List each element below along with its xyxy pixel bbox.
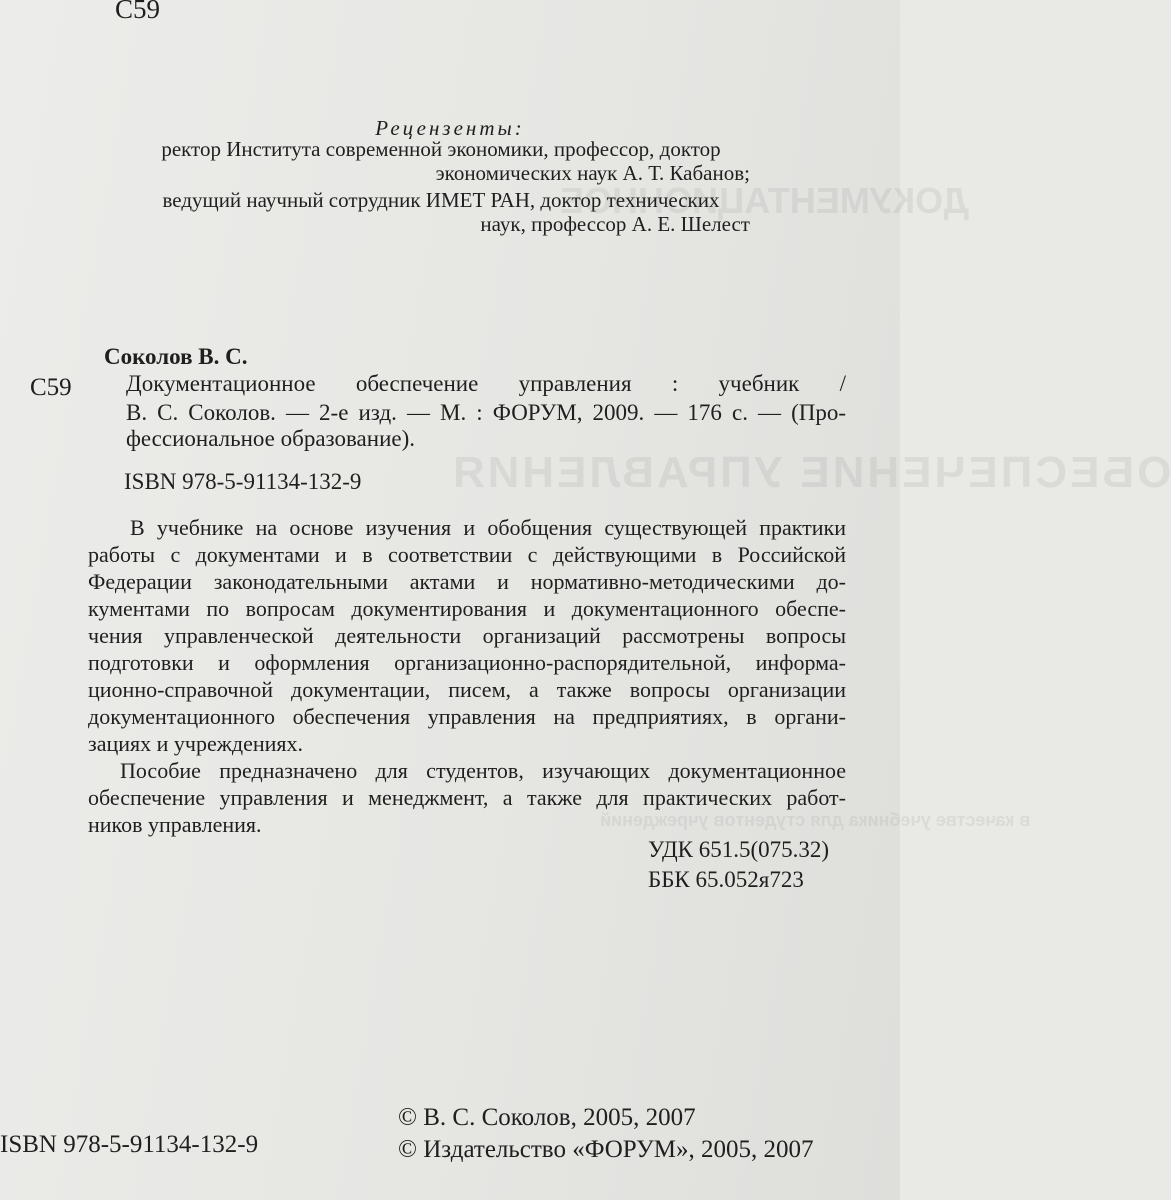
isbn: ISBN 978-5-91134-132-9 bbox=[124, 469, 362, 494]
author-heading: Соколов В. С. bbox=[104, 344, 248, 369]
annotation-line: зациях и учреждениях. bbox=[88, 731, 304, 756]
show-through-text: в качестве учебника для студентов учреждений bbox=[600, 810, 1031, 830]
reviewer-line: ведущий научный сотрудник ИМЕТ РАН, доктор технических bbox=[162, 188, 720, 212]
copyright-publisher: © Издательство «ФОРУМ», 2005, 2007 bbox=[398, 1136, 814, 1163]
isbn-bottom: ISBN 978-5-91134-132-9 bbox=[0, 1131, 259, 1158]
bibliographic-line: В. С. Соколов. — 2-е изд. — М. : ФОРУМ, 2009. — 176 с. — (Про- bbox=[126, 400, 846, 425]
bbk-code: ББК 65.052я723 bbox=[648, 867, 804, 892]
reviewer-line: наук, профессор А. Е. Шелест bbox=[480, 212, 750, 236]
annotation-line: чения управленческой деятельности организаций рассмотрены вопросы bbox=[88, 623, 846, 648]
bibliographic-line: Документационное обеспечение управления : учебник / bbox=[126, 371, 846, 396]
annotation-line: документационного обеспечения управления на предприятиях, в органи- bbox=[88, 704, 846, 729]
annotation-line: ционно-справочной документации, писем, а также вопросы организации bbox=[88, 677, 846, 702]
annotation-line: подготовки и оформления организационно-распорядительной, информа- bbox=[88, 650, 846, 675]
library-code: С59 bbox=[30, 374, 72, 401]
show-through-text: ДОКУМЕНТАЦИОННОЕ bbox=[560, 180, 969, 221]
annotation-line: ников управления. bbox=[88, 812, 262, 837]
reviewers-title: Рецензенты: bbox=[375, 116, 525, 140]
bibliographic-line: фессиональное образование). bbox=[126, 426, 416, 451]
reviewer-line: экономических наук А. Т. Кабанов; bbox=[435, 161, 750, 185]
copyright-author: © В. С. Соколов, 2005, 2007 bbox=[398, 1104, 696, 1131]
annotation-line: Пособие предназначено для студентов, изучающих документационное bbox=[120, 758, 846, 783]
annotation-line: кументами по вопросам документирования и документационного обеспе- bbox=[88, 596, 846, 621]
udk-code: УДК 651.5(075.32) bbox=[648, 837, 830, 862]
annotation-line: работы с документами и в соответствии с действующими в Российской bbox=[88, 542, 846, 567]
library-code-top: С59 bbox=[115, 0, 161, 24]
annotation-line: В учебнике на основе изучения и обобщения существующей практики bbox=[130, 515, 846, 540]
show-through-text: ОБЕСПЕЧЕНИЕ УПРАВЛЕНИЯ bbox=[450, 448, 1171, 497]
reviewer-line: ректор Института современной экономики, профессор, доктор bbox=[161, 137, 721, 161]
annotation-line: Федерации законодательными актами и нормативно-методическими до- bbox=[88, 569, 846, 594]
annotation-line: обеспечение управления и менеджмент, а также для практических работ- bbox=[88, 785, 846, 810]
